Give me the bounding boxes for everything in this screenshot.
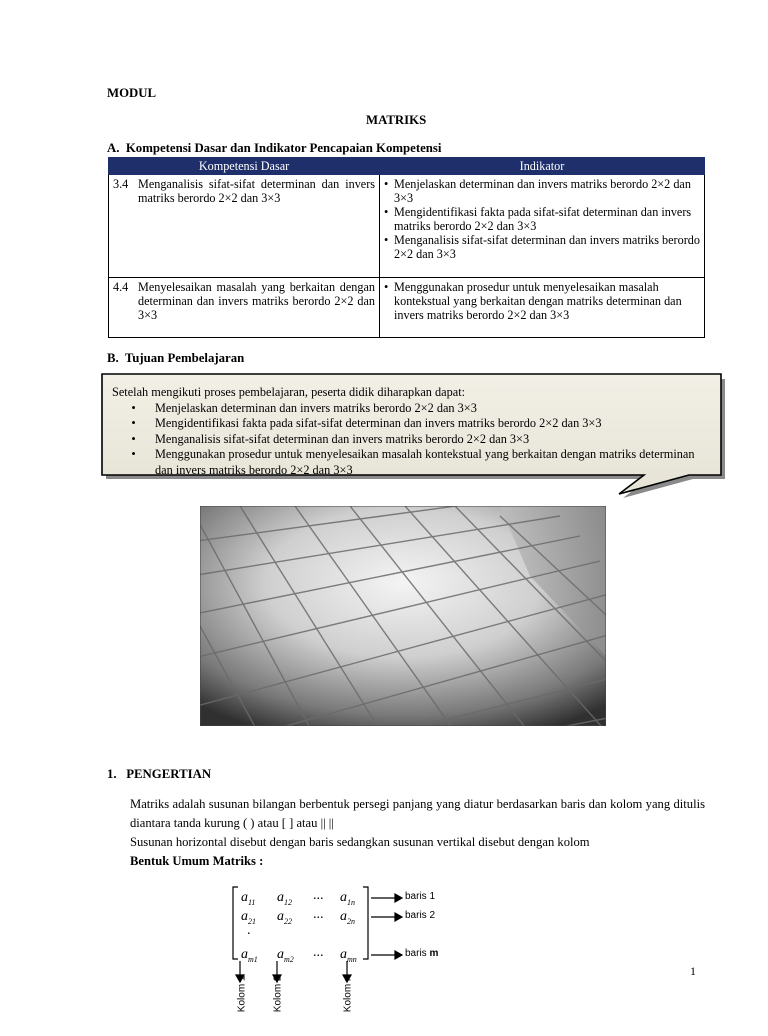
matrix-ellipsis: ... [313, 888, 324, 903]
page-number: 1 [690, 964, 696, 978]
table-row [109, 175, 705, 278]
list-item [112, 447, 712, 478]
matrix-entry: $a_{mn}$ [340, 947, 357, 964]
table-header-row [109, 158, 705, 175]
list-item [384, 205, 700, 233]
kd-cell [109, 278, 380, 338]
section-1-heading: 1. PENGERTIAN [107, 767, 212, 781]
goal-text: Menggunakan prosedur untuk menyelesaikan masalah kontekstual yang berkaitan dengan matriks determinan dan invers matriks berordo 2×2 dan 3×3 [155, 447, 695, 477]
bullet-icon: • [384, 280, 389, 294]
list-item [112, 401, 712, 417]
section-a-heading: A. Kompetensi Dasar dan Indikator Pencapaian Kompetensi [107, 141, 442, 155]
page-title: MATRIKS [366, 113, 427, 127]
indicator-text: Menjelaskan determinan dan invers matriks berordo 2×2 dan 3×3 [394, 177, 691, 205]
indicator-text: Menggunakan prosedur untuk menyelesaikan masalah kontekstual yang berkaitan dengan matriks determinan dan invers matriks berordo 2×2 dan 3×3 [394, 280, 682, 322]
bullet-icon: • [131, 447, 136, 461]
goal-text: Menjelaskan determinan dan invers matriks berordo 2×2 dan 3×3 [155, 400, 477, 415]
learning-goals [112, 385, 712, 478]
bullet-icon: • [131, 400, 136, 415]
list-item [112, 416, 712, 432]
table-row [109, 278, 705, 338]
col-header-kompetensi: Kompetensi Dasar [109, 158, 380, 175]
indicator-text: Mengidentifikasi fakta pada sifat-sifat determinan dan invers matriks berordo 2×2 dan 3×3 [394, 205, 692, 233]
col-label-n: Kolom n [342, 975, 354, 1013]
matrix-ellipsis: ... [313, 945, 324, 960]
col-label-2: Kolom 2 [272, 975, 284, 1013]
row-label-1: baris 1 [405, 891, 436, 902]
bullet-icon: • [384, 177, 389, 191]
bullet-icon: • [384, 233, 389, 247]
list-item [112, 432, 712, 448]
matrix-entry: $a_{2n}$ [340, 909, 355, 926]
floor-tiles-photo [200, 506, 606, 726]
bullet-icon: • [131, 431, 136, 446]
kd-text: Menyelesaikan masalah yang berkaitan dengan determinan dan invers matriks berordo 2×2 dan 3×3 [138, 280, 375, 322]
row-label-m: baris m [405, 948, 439, 959]
goal-text: Menganalisis sifat-sifat determinan dan invers matriks berordo 2×2 dan 3×3 [155, 431, 530, 446]
matrix-vdots: . [247, 923, 251, 938]
kd-number: 4.4 [113, 280, 129, 294]
section-b-heading: B. Tujuan Pembelajaran [107, 351, 245, 365]
left-bracket [233, 887, 238, 959]
right-bracket [363, 887, 368, 959]
indicator-text: Menganalisis sifat-sifat determinan dan invers matriks berordo 2×2 dan 3×3 [394, 233, 700, 261]
bullet-icon: • [384, 205, 389, 219]
row-label-2: baris 2 [405, 910, 436, 921]
matrix-entry: $a_{m2}$ [277, 947, 294, 964]
list-item [384, 280, 700, 322]
definition-paragraph [130, 795, 705, 871]
kd-cell [109, 175, 380, 278]
row-arrows [371, 894, 402, 959]
column-arrows [236, 961, 351, 982]
matrix-entry: $a_{1n}$ [340, 890, 355, 907]
bullet-icon: • [131, 416, 136, 430]
row-column-text: Susunan horizontal disebut dengan baris sedangkan susunan vertikal disebut dengan kolom [130, 835, 590, 849]
modul-label: MODUL [107, 86, 157, 100]
goal-text: Mengidentifikasi fakta pada sifat-sifat determinan dan invers matriks berordo 2×2 dan 3×3 [155, 416, 602, 430]
kd-number: 3.4 [113, 177, 129, 191]
definition-text: Matriks adalah susunan bilangan berbentuk persegi panjang yang diatur berdasarkan baris dan kolom yang ditulis diantara tanda kurung ( ) atau [ ] atau || || [130, 797, 705, 830]
matrix-entry: $a_{21}$ [241, 909, 256, 926]
competency-table [108, 157, 705, 338]
matrix-ellipsis: ... [313, 907, 324, 922]
indicator-cell [380, 278, 705, 338]
indicator-cell [380, 175, 705, 278]
matrix-entry: $a_{11}$ [241, 890, 256, 907]
goals-intro: Setelah mengikuti proses pembelajaran, peserta didik diharapkan dapat: [112, 385, 466, 399]
list-item [384, 233, 700, 261]
matrix-entry: $a_{12}$ [277, 890, 292, 907]
general-form-label: Bentuk Umum Matriks : [130, 854, 264, 868]
matrix-entry: $a_{22}$ [277, 909, 292, 926]
list-item [384, 177, 700, 205]
matrix-entry: $a_{m1}$ [241, 947, 258, 964]
col-label-1: Kolom 1 [236, 975, 248, 1013]
col-header-indikator: Indikator [380, 158, 705, 175]
kd-text: Menganalisis sifat-sifat determinan dan invers matriks berordo 2×2 dan 3×3 [138, 177, 375, 205]
